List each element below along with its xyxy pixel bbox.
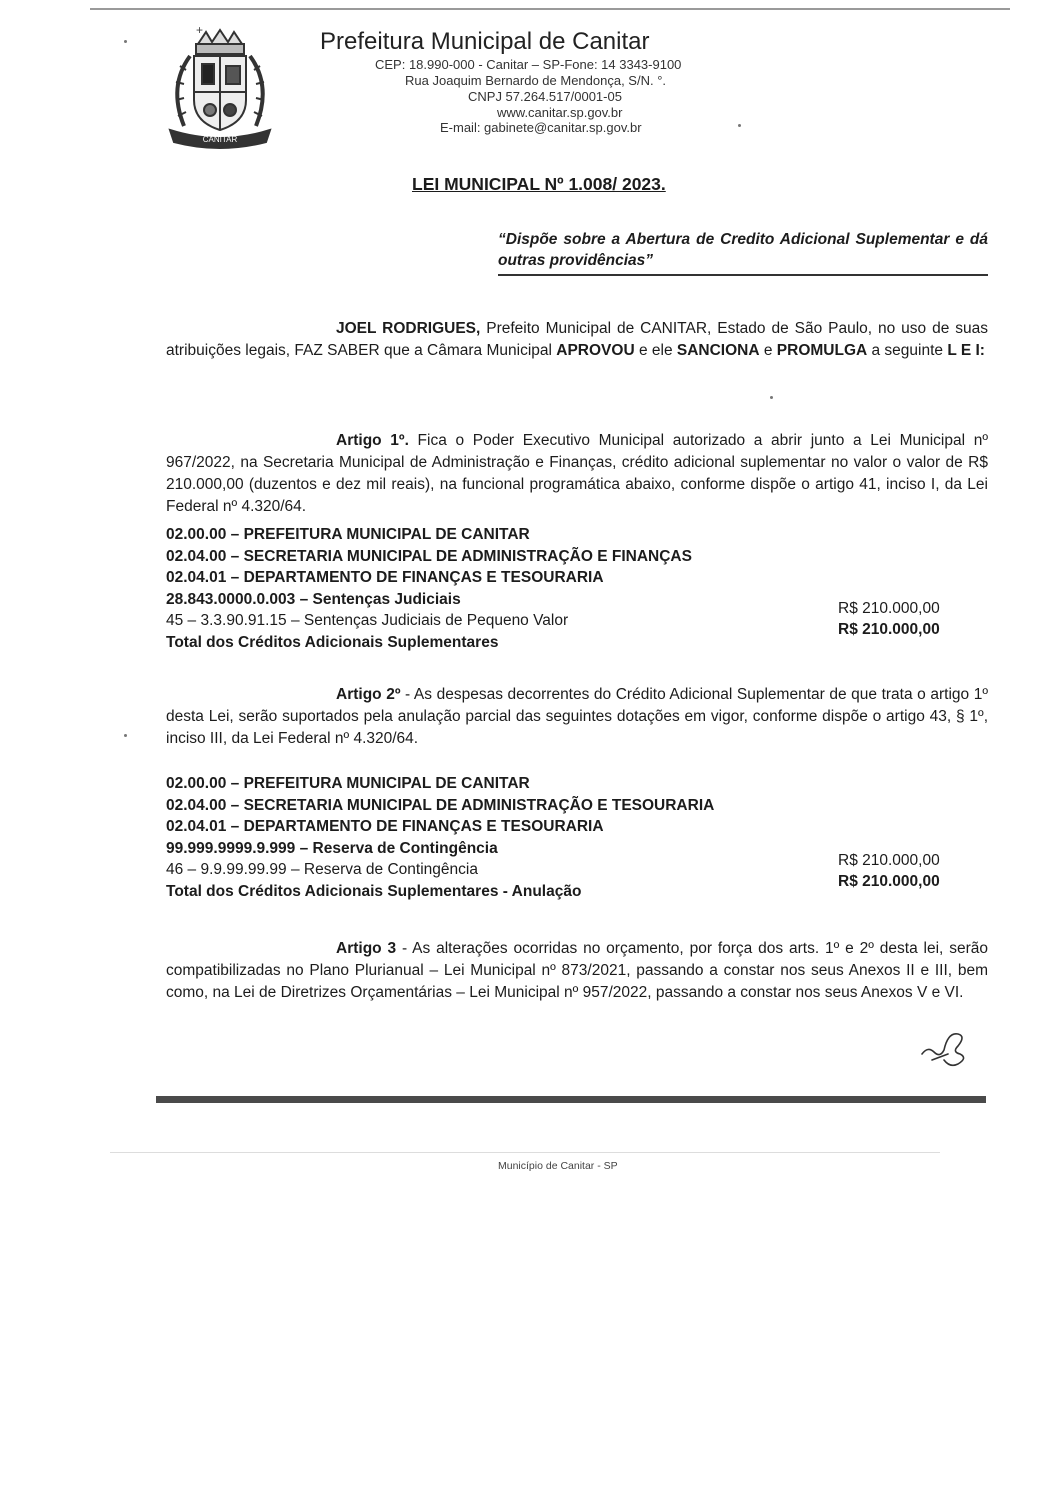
article-2-budget-list	[166, 773, 714, 902]
budget-line: 46 – 9.9.99.99.99 – Reserva de Contingência	[166, 861, 478, 878]
header-email: E-mail: gabinete@canitar.sp.gov.br	[440, 120, 642, 135]
scan-speck	[738, 124, 741, 127]
budget-line: 02.04.00 – SECRETARIA MUNICIPAL DE ADMINISTRAÇÃO E FINANÇAS	[166, 547, 692, 565]
scan-speck	[124, 734, 127, 737]
article-3-label: Artigo 3	[336, 940, 397, 957]
svg-text:CANITAR: CANITAR	[202, 135, 238, 144]
article-1-paragraph: Artigo 1º. Fica o Poder Executivo Municipal autorizado a abrir junto a Lei Municipal nº 967/2022, na Secretaria Municipal de Administração e Finanças, crédito adicional suplementar no valor o valor de R$ 210.000,00 (duzentos e dez mil reais), na funcional programática abaixo, conforme dispõe o artigo 41, inciso I, da Lei Federal nº 4.320/64.	[166, 432, 988, 515]
budget-total-label: Total dos Créditos Adicionais Suplementares - Anulação	[166, 882, 582, 900]
article-3-paragraph: Artigo 3 - As alterações ocorridas no orçamento, por força dos arts. 1º e 2º desta lei, serão compatibilizadas no Plano Plurianual – Lei Municipal nº 873/2021, passando a constar nos seus Anexos II e III, bem como, na Lei de Diretrizes Orçamentárias – Lei Municipal nº 957/2022, passando a constar nos seus Anexos V e VI.	[166, 940, 988, 1001]
header-cep-phone: CEP: 18.990-000 - Canitar – SP-Fone: 14 3343-9100	[375, 57, 682, 72]
article-2-total: R$ 210.000,00	[838, 873, 940, 890]
header-website: www.canitar.sp.gov.br	[497, 105, 623, 120]
top-scan-rule	[90, 8, 1010, 10]
budget-line: 02.00.00 – PREFEITURA MUNICIPAL DE CANITAR	[166, 526, 530, 543]
page-bottom-bar	[156, 1096, 986, 1103]
budget-line: 02.00.00 – PREFEITURA MUNICIPAL DE CANITAR	[166, 775, 530, 792]
article-1-total: R$ 210.000,00	[838, 621, 940, 638]
article-2-label: Artigo 2º	[336, 686, 401, 703]
header-cnpj: CNPJ 57.264.517/0001-05	[468, 89, 622, 104]
preamble-paragraph: JOEL RODRIGUES, Prefeito Municipal de CANITAR, Estado de São Paulo, no uso de suas atribuições legais, FAZ SABER que a Câmara Municipal APROVOU e ele SANCIONA e PROMULGA a seguinte L E I:	[166, 320, 988, 359]
municipal-crest-emblem	[150, 26, 290, 154]
scan-speck	[770, 396, 773, 399]
article-2-amount: R$ 210.000,00	[838, 852, 940, 869]
budget-line: 99.999.9999.9.999 – Reserva de Contingência	[166, 839, 498, 857]
header-address: Rua Joaquim Bernardo de Mendonça, S/N. °.	[405, 73, 667, 88]
footer-rule	[110, 1152, 940, 1153]
law-title: LEI MUNICIPAL Nº 1.008/ 2023.	[412, 174, 666, 194]
budget-line: 02.04.00 – SECRETARIA MUNICIPAL DE ADMINISTRAÇÃO E TESOURARIA	[166, 796, 715, 814]
header-title: Prefeitura Municipal de Canitar	[320, 28, 650, 55]
budget-line: 28.843.0000.0.003 – Sentenças Judiciais	[166, 590, 461, 608]
budget-total-label: Total dos Créditos Adicionais Suplementares	[166, 633, 499, 651]
scan-speck	[124, 40, 127, 43]
article-2-paragraph: Artigo 2º - As despesas decorrentes do Crédito Adicional Suplementar de que trata o artigo 1º desta Lei, serão suportados pela anulação parcial das seguintes dotações em vigor, conforme dispõe o artigo 43, § 1º, inciso III, da Lei Federal nº 4.320/64.	[166, 686, 988, 747]
article-1-label: Artigo 1º.	[336, 432, 409, 449]
mayor-name: JOEL RODRIGUES,	[336, 320, 481, 337]
page-footer: Município de Canitar - SP	[498, 1160, 618, 1172]
budget-line: 02.04.01 – DEPARTAMENTO DE FINANÇAS E TESOURARIA	[166, 818, 604, 835]
law-ementa: “Dispõe sobre a Abertura de Credito Adicional Suplementar e dá outras providências”	[498, 229, 988, 276]
budget-line: 02.04.01 – DEPARTAMENTO DE FINANÇAS E TESOURARIA	[166, 569, 604, 586]
handwritten-initials	[914, 1024, 974, 1068]
svg-text:+: +	[196, 26, 204, 37]
article-1-budget-list	[166, 524, 692, 653]
budget-line: 45 – 3.3.90.91.15 – Sentenças Judiciais de Pequeno Valor	[166, 612, 569, 629]
article-1-amount: R$ 210.000,00	[838, 600, 940, 617]
